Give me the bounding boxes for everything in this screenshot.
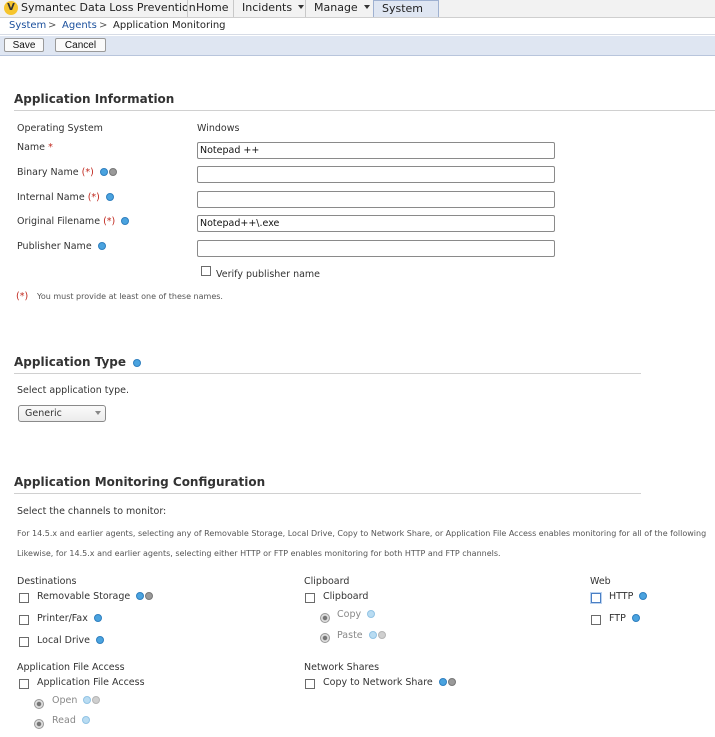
file-access-read-radio[interactable] <box>34 719 44 729</box>
local-drive-checkbox[interactable] <box>19 637 29 647</box>
file-access-read-label-row <box>52 715 90 726</box>
windows-icon <box>632 614 640 622</box>
select-channels-label: Select the channels to monitor: <box>17 506 167 517</box>
http-label: HTTP <box>609 591 634 602</box>
clipboard-heading: Clipboard <box>304 576 350 587</box>
name-label-row <box>17 142 53 153</box>
internal-name-label: Internal Name <box>17 192 85 203</box>
chevron-down-icon <box>298 5 304 9</box>
verify-publisher-checkbox[interactable] <box>201 266 211 276</box>
original-filename-label-row <box>17 216 129 227</box>
chevron-down-icon <box>364 5 370 9</box>
breadcrumb-agents[interactable]: Agents <box>62 20 97 31</box>
nav-home-label: Home <box>196 1 229 14</box>
nav-system-label: System <box>382 2 424 15</box>
clipboard-copy-label-row <box>337 609 375 620</box>
symantec-logo-icon: V <box>4 1 18 15</box>
printer-fax-label: Printer/Fax <box>37 613 88 624</box>
http-checkbox[interactable] <box>591 593 601 603</box>
windows-icon <box>96 636 104 644</box>
name-input[interactable] <box>197 142 555 159</box>
operating-system-label: Operating System <box>17 123 103 134</box>
windows-icon <box>439 678 447 686</box>
http-label-row <box>609 591 647 602</box>
monitoring-configuration-heading: Application Monitoring Configuration <box>14 475 266 489</box>
clipboard-copy-label: Copy <box>337 609 362 620</box>
nav-manage[interactable] <box>305 0 378 17</box>
binary-name-label-row <box>17 167 117 178</box>
operating-system-value: Windows <box>197 123 240 134</box>
windows-icon <box>82 716 90 724</box>
application-information-heading: Application Information <box>14 92 175 106</box>
removable-storage-label-row <box>37 591 153 602</box>
windows-icon <box>639 592 647 600</box>
file-access-open-radio[interactable] <box>34 699 44 709</box>
file-access-read-label: Read <box>52 715 76 726</box>
printer-fax-checkbox[interactable] <box>19 615 29 625</box>
windows-icon <box>83 696 91 704</box>
nav-incidents-label: Incidents <box>242 1 293 14</box>
application-type-heading: Application Type <box>14 355 127 369</box>
publisher-name-label: Publisher Name <box>17 241 92 252</box>
printer-fax-label-row <box>37 613 102 624</box>
mac-icon <box>378 631 386 639</box>
windows-icon <box>121 217 129 225</box>
local-drive-label: Local Drive <box>37 635 90 646</box>
clipboard-paste-label-row <box>337 630 386 641</box>
clipboard-paste-label: Paste <box>337 630 363 641</box>
divider <box>14 493 641 494</box>
chevron-down-icon <box>95 411 101 415</box>
save-button[interactable]: Save <box>4 38 44 52</box>
legacy-agent-note-1: For 14.5.x and earlier agents, selecting any of Removable Storage, Local Drive, Copy to Network Share, or Application File Access enables monitoring for all of the following <box>17 529 707 538</box>
mac-icon <box>448 678 456 686</box>
file-access-label: Application File Access <box>37 677 145 688</box>
windows-icon <box>100 168 108 176</box>
nav-home[interactable] <box>187 0 236 17</box>
mac-icon <box>109 168 117 176</box>
binary-name-input[interactable] <box>197 166 555 183</box>
windows-icon <box>369 631 377 639</box>
binary-name-label: Binary Name <box>17 167 79 178</box>
divider <box>14 110 715 111</box>
windows-icon <box>136 592 144 600</box>
copy-to-network-share-label-row <box>323 677 456 688</box>
original-filename-input[interactable] <box>197 215 555 232</box>
product-name: Symantec Data Loss Prevention <box>21 1 196 14</box>
breadcrumb-current: Application Monitoring <box>113 20 226 31</box>
legacy-agent-note-2: Likewise, for 14.5.x and earlier agents, selecting either HTTP or FTP enables monitoring for both HTTP and FTP channels. <box>17 549 501 558</box>
footnote-marker: (*) <box>16 291 29 302</box>
ftp-label-row <box>609 613 640 624</box>
action-bar <box>0 36 715 56</box>
mac-icon <box>92 696 100 704</box>
publisher-name-label-row <box>17 241 106 252</box>
select-application-type-label: Select application type. <box>17 385 129 396</box>
internal-name-input[interactable] <box>197 191 555 208</box>
file-access-open-label: Open <box>52 695 78 706</box>
copy-to-network-share-label: Copy to Network Share <box>323 677 433 688</box>
destinations-heading: Destinations <box>17 576 77 587</box>
nav-system[interactable] <box>373 0 439 17</box>
required-marker: (*) <box>81 167 94 178</box>
clipboard-checkbox[interactable] <box>305 593 315 603</box>
windows-icon <box>94 614 102 622</box>
windows-icon <box>98 242 106 250</box>
clipboard-copy-radio[interactable] <box>320 613 330 623</box>
network-shares-heading: Network Shares <box>304 662 380 673</box>
nav-incidents[interactable] <box>233 0 312 17</box>
local-drive-label-row <box>37 635 104 646</box>
windows-icon <box>367 610 375 618</box>
application-type-heading-row <box>14 355 141 369</box>
original-filename-label: Original Filename <box>17 216 101 227</box>
windows-icon <box>133 359 141 367</box>
breadcrumb-system[interactable]: System <box>9 20 47 31</box>
breadcrumb-separator: > <box>48 20 57 31</box>
required-marker: (*) <box>87 192 100 203</box>
required-marker: (*) <box>103 216 116 227</box>
application-type-selected-value: Generic <box>25 408 62 419</box>
clipboard-label: Clipboard <box>323 591 369 602</box>
nav-manage-label: Manage <box>314 1 358 14</box>
copy-to-network-share-checkbox[interactable] <box>305 679 315 689</box>
file-access-open-label-row <box>52 695 100 706</box>
mac-icon <box>145 592 153 600</box>
web-heading: Web <box>590 576 611 587</box>
footnote-text: You must provide at least one of these names. <box>37 292 223 301</box>
cancel-button[interactable]: Cancel <box>55 38 106 52</box>
removable-storage-label: Removable Storage <box>37 591 131 602</box>
name-label: Name <box>17 142 46 153</box>
file-access-heading: Application File Access <box>17 662 125 673</box>
windows-icon <box>106 193 114 201</box>
required-marker: * <box>48 142 53 153</box>
ftp-checkbox[interactable] <box>591 615 601 625</box>
file-access-checkbox[interactable] <box>19 679 29 689</box>
ftp-label: FTP <box>609 613 626 624</box>
internal-name-label-row <box>17 192 114 203</box>
publisher-name-input[interactable] <box>197 240 555 257</box>
removable-storage-checkbox[interactable] <box>19 593 29 603</box>
verify-publisher-label: Verify publisher name <box>216 269 321 280</box>
clipboard-paste-radio[interactable] <box>320 633 330 643</box>
divider <box>14 373 641 374</box>
breadcrumb-separator: > <box>99 20 108 31</box>
